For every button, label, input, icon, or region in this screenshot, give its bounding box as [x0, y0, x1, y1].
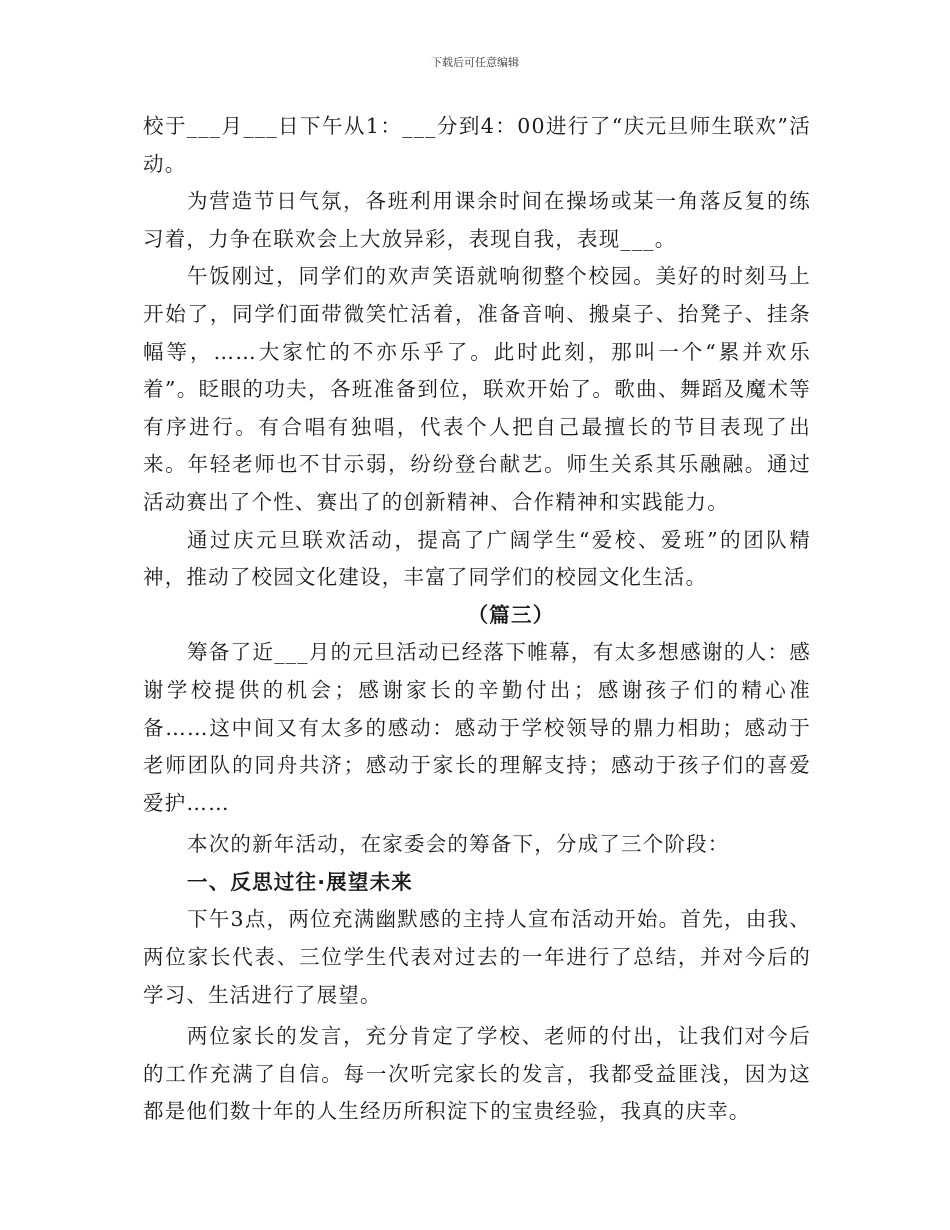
- paragraph-thanks: 筹备了近___月的元旦活动已经落下帷幕，有太多想感谢的人：感谢学校提供的机会；感谢家长的辛勤付出；感谢孩子们的精心准备……这中间又有太多的感动：感动于学校领导的鼎力相助；感动于老师团队的同舟共济；感动于家长的理解支持；感动于孩子们的喜爱爱护……: [143, 640, 811, 815]
- paragraph-parent-speech: 两位家长的发言，充分肯定了学校、老师的付出，让我们对今后的工作充满了自信。每一次听完家长的发言，我都受益匪浅，因为这都是他们数十年的人生经历所积淀下的宝贵经验，我真的庆幸。: [143, 1024, 811, 1124]
- page-header-watermark: 下载后可任意编辑: [431, 56, 519, 69]
- paragraph-stages-intro: 本次的新年活动，在家委会的筹备下，分成了三个阶段：: [187, 832, 730, 857]
- document-body: [143, 108, 811, 1131]
- paragraph-celebration: 午饭刚过，同学们的欢声笑语就响彻整个校园。美好的时刻马上开始了，同学们面带微笑忙活着，准备音响、搬桌子、抬凳子、挂条幅等，……大家忙的不亦乐乎了。此时此刻，那叫一个“累并欢乐着”。眨眼的功夫，各班准备到位，联欢开始了。歌曲、舞蹈及魔术等有序进行。有合唱有独唱，代表个人把自己最擅长的节目表现了出来。年轻老师也不甘示弱，纷纷登台献艺。师生关系其乐融融。通过活动赛出了个性、赛出了的创新精神、合作精神和实践能力。: [143, 264, 811, 514]
- subheading-reflection: 一、反思过往·展望未来: [187, 869, 413, 894]
- paragraph-summary: 通过庆元旦联欢活动，提高了广阔学生“爱校、爱班”的团队精神，推动了校园文化建设，丰富了同学们的校园文化生活。: [143, 527, 811, 590]
- section-title: （篇三）: [467, 602, 555, 627]
- paragraph-preparation: 为营造节日气氛，各班利用课余时间在操场或某一角落反复的练习着，力争在联欢会上大放异彩，表现自我，表现___。: [143, 189, 811, 251]
- paragraph-opening: 下午3点，两位充满幽默感的主持人宣布活动开始。首先，由我、两位家长代表、三位学生代表对过去的一年进行了总结，并对今后的学习、生活进行了展望。: [143, 907, 811, 1007]
- paragraph-activity-time: 校于___月___日下午从1：___分到4：00进行了“庆元旦师生联欢”活动。: [143, 114, 811, 176]
